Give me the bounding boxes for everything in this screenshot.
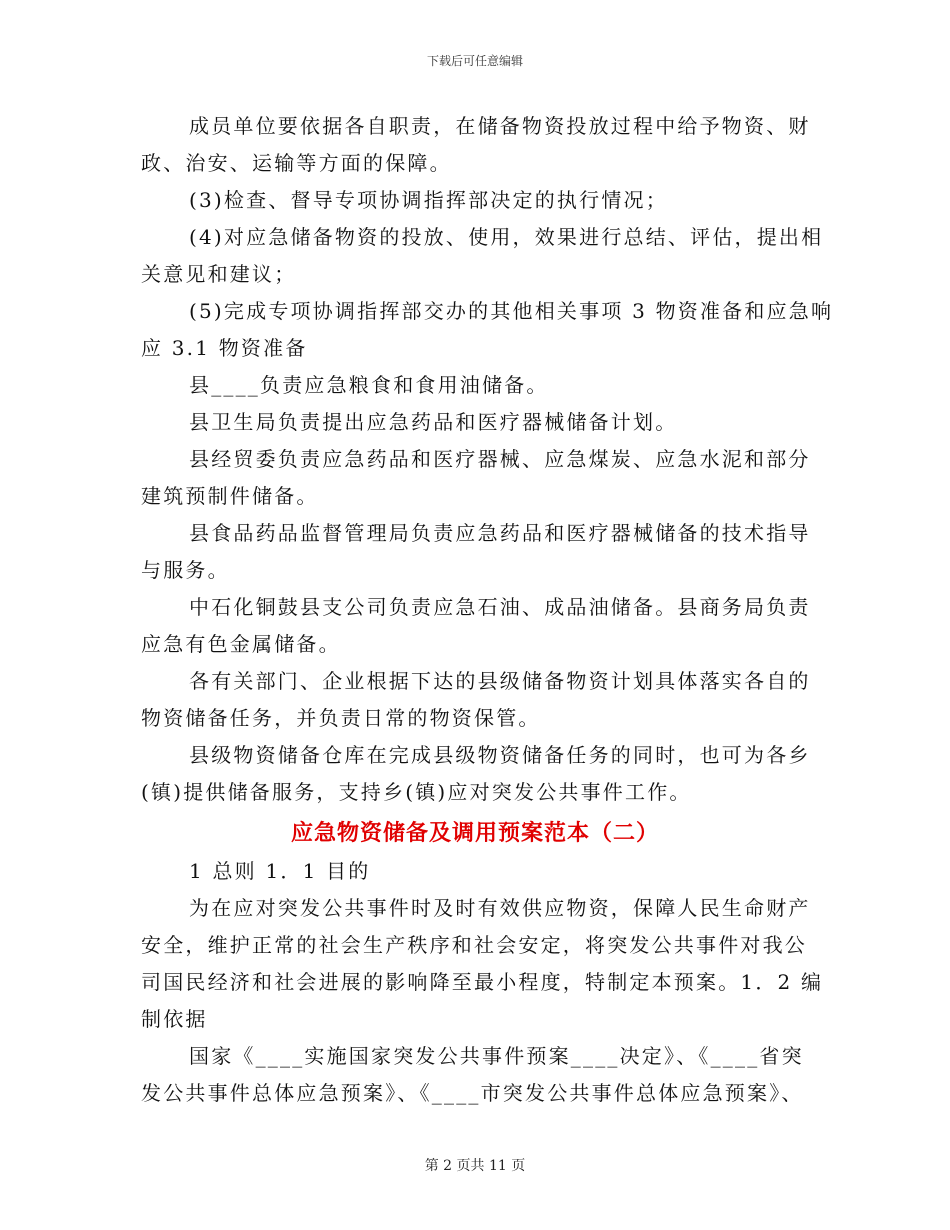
text-line: 中石化铜鼓县支公司负责应急石油、成品油储备。县商务局负责 (189, 595, 811, 619)
section-title: 应急物资储备及调用预案范本（二） (290, 820, 659, 846)
text-line: 1 总则 1．1 目的 (189, 859, 371, 883)
page-footer: 第 2 页共 11 页 (424, 1158, 526, 1174)
text-line: 安全，维护正常的社会生产秩序和社会安定，将突发公共事件对我公 (141, 933, 807, 957)
text-line: (4)对应急储备物资的投放、使用，效果进行总结、评估，提出相 (189, 225, 824, 249)
text-line: 成员单位要依据各自职责，在储备物资投放过程中给予物资、财 (189, 114, 811, 138)
text-line: 县卫生局负责提出应急药品和医疗器械储备计划。 (189, 410, 678, 434)
page-header: 下载后可任意编辑 (426, 54, 523, 68)
text-line: 发公共事件总体应急预案》、《____市突发公共事件总体应急预案》、 (141, 1081, 804, 1105)
paragraph-block-1 (141, 108, 834, 811)
text-line: 县经贸委负责应急药品和医疗器械、应急煤炭、应急水泥和部分 (189, 447, 811, 471)
text-line: 县食品药品监督管理局负责应急药品和医疗器械储备的技术指导 (189, 521, 811, 545)
text-line: 县级物资储备仓库在完成县级物资储备任务的同时，也可为各乡 (189, 743, 811, 767)
text-line: (镇)提供储备服务，支持乡(镇)应对突发公共事件工作。 (141, 780, 692, 804)
text-line: 司国民经济和社会进展的影响降至最小程度，特制定本预案。1．2 编 (141, 970, 824, 994)
text-line: 应 3.1 物资准备 (141, 336, 308, 360)
text-line: (3)检查、督导专项协调指挥部决定的执行情况； (189, 188, 668, 212)
paragraph-block-2 (141, 853, 824, 1112)
text-line: 为在应对突发公共事件时及时有效供应物资，保障人民生命财产 (189, 896, 811, 920)
text-line: 政、治安、运输等方面的保障。 (141, 151, 452, 175)
text-line: 建筑预制件储备。 (141, 484, 319, 508)
text-line: 与服务。 (141, 558, 230, 582)
text-line: (5)完成专项协调指挥部交办的其他相关事项 3 物资准备和应急响 (189, 299, 834, 323)
text-line: 物资储备任务，并负责日常的物资保管。 (141, 706, 541, 730)
text-line: 县____负责应急粮食和食用油储备。 (189, 373, 549, 397)
text-line: 关意见和建议； (141, 262, 297, 286)
text-line: 各有关部门、企业根据下达的县级储备物资计划具体落实各自的 (189, 669, 811, 693)
text-line: 应急有色金属储备。 (141, 632, 341, 656)
text-line: 国家《____实施国家突发公共事件预案____决定》、《____省突 (189, 1044, 804, 1068)
document-body (141, 108, 834, 1112)
text-line: 制依据 (141, 1007, 208, 1031)
